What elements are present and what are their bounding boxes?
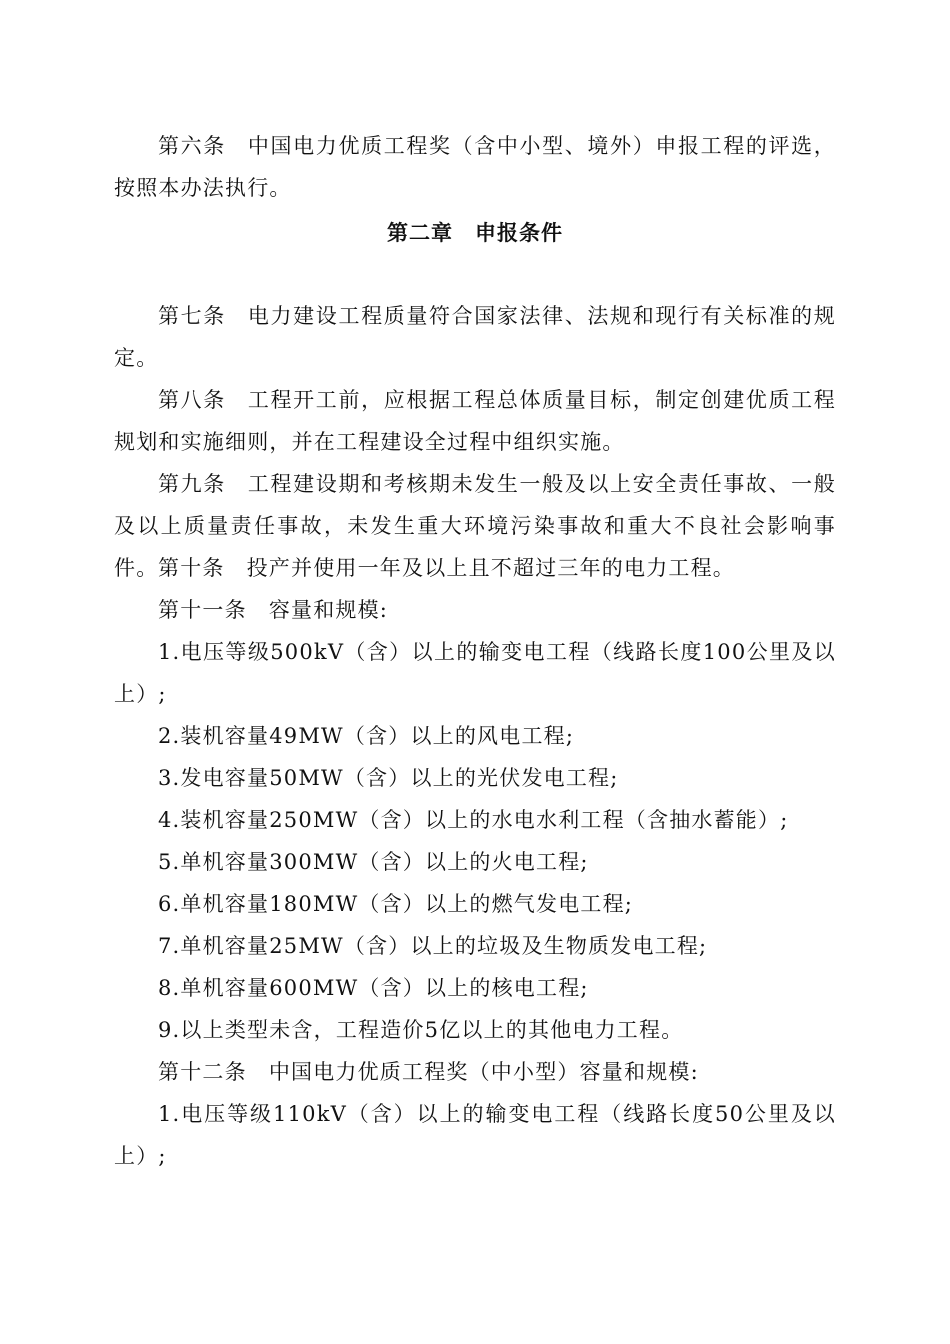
article-text: 电力建设工程质量符合国家法律、法规和现行有关标准的规定。 xyxy=(114,304,836,370)
chapter-number: 第二章 xyxy=(387,221,453,245)
article-label: 第十二条 xyxy=(158,1060,247,1084)
list-item: 5.单机容量300MW（含）以上的火电工程; xyxy=(158,850,589,874)
article-label: 第八条 xyxy=(158,388,226,412)
article-10 xyxy=(114,547,836,589)
list-item: 9.以上类型未含，工程造价5亿以上的其他电力工程。 xyxy=(158,1018,684,1042)
list-item: 7.单机容量25MW（含）以上的垃圾及生物质发电工程; xyxy=(158,934,708,958)
list-item: 2.装机容量49MW（含）以上的风电工程; xyxy=(158,724,575,748)
article-text: 容量和规模: xyxy=(268,598,389,622)
article-11 xyxy=(114,589,836,631)
article-text: 投产并使用一年及以上且不超过三年的电力工程。 xyxy=(246,556,736,580)
article-8 xyxy=(114,379,836,463)
list-item: 8.单机容量600MW（含）以上的核电工程; xyxy=(158,976,589,1000)
chapter-title: 申报条件 xyxy=(475,221,563,245)
list-item: 1.电压等级500kV（含）以上的输变电工程（线路长度100公里及以上）; xyxy=(114,640,836,706)
article-label: 第十条 xyxy=(158,556,225,580)
article-text: 中国电力优质工程奖（中小型）容量和规模: xyxy=(268,1060,699,1084)
article-text: 工程建设期和考核期未发生一般及以上安全责任事故、一般及以上质量责任事故，未发生重大环境污染事故和重大不良社会影响事件。 xyxy=(114,472,836,580)
article-label: 第六条 xyxy=(158,134,226,158)
article-text: 工程开工前，应根据工程总体质量目标，制定创建优质工程规划和实施细则，并在工程建设全过程中组织实施。 xyxy=(114,388,836,454)
chapter-heading xyxy=(114,212,836,254)
article-12 xyxy=(114,1051,836,1093)
article-label: 第十一条 xyxy=(158,598,247,622)
list-item: 4.装机容量250MW（含）以上的水电水利工程（含抽水蓄能）; xyxy=(158,808,789,832)
article-text: 中国电力优质工程奖（含中小型、境外）申报工程的评选，按照本办法执行。 xyxy=(114,134,836,200)
article-label: 第七条 xyxy=(158,304,226,328)
list-item: 6.单机容量180MW（含）以上的燃气发电工程; xyxy=(158,892,634,916)
list-item: 3.发电容量50MW（含）以上的光伏发电工程; xyxy=(158,766,619,790)
article-7 xyxy=(114,295,836,379)
article-label: 第九条 xyxy=(158,472,226,496)
list-item: 1.电压等级110kV（含）以上的输变电工程（线路长度50公里及以上）; xyxy=(114,1102,836,1168)
article-6 xyxy=(114,125,836,209)
